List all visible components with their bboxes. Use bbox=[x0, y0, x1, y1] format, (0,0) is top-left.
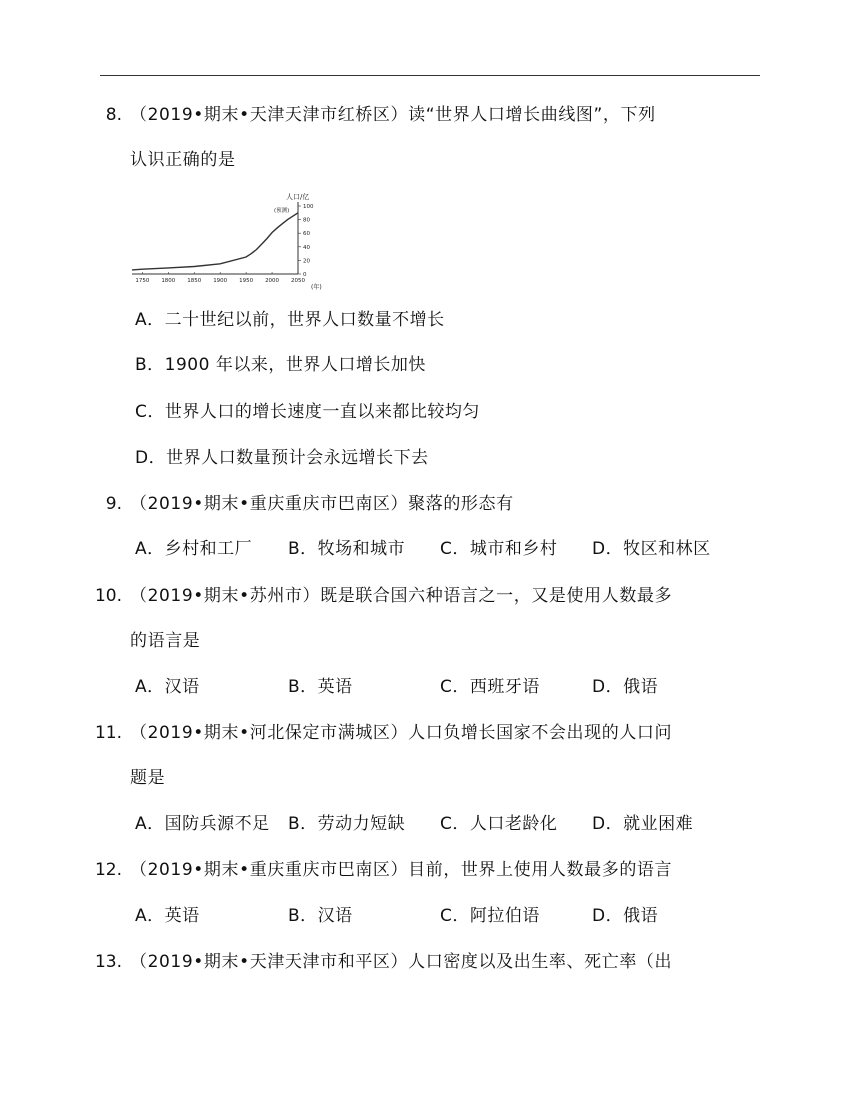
question-11-option-b: B．劳动力短缺 bbox=[288, 814, 406, 834]
x-tick-label: 1900 bbox=[213, 278, 228, 284]
question-11-option-c: C．人口老龄化 bbox=[440, 814, 558, 834]
x-tick-label: 2050 bbox=[291, 278, 305, 284]
question-12-option-c: C．阿拉伯语 bbox=[440, 906, 540, 926]
question-10-option-a: A．汉语 bbox=[135, 677, 200, 697]
chart-xlabel: (年) bbox=[311, 284, 322, 290]
population-series-line bbox=[132, 213, 298, 270]
chart-ticks bbox=[135, 204, 314, 284]
question-10-stem-line2: 的语言是 bbox=[130, 631, 201, 651]
x-tick-label: 1850 bbox=[187, 278, 202, 284]
question-9-number: 9. bbox=[105, 494, 122, 514]
question-9-stem-line1: （2019•期末•重庆重庆市巴南区）聚落的形态有 bbox=[130, 494, 514, 514]
x-tick-label: 1800 bbox=[161, 278, 176, 284]
question-8-option-c: C．世界人口的增长速度一直以来都比较均匀 bbox=[135, 402, 480, 422]
question-11-option-a: A．国防兵源不足 bbox=[135, 814, 270, 834]
question-8-option-b: B．1900 年以来，世界人口增长加快 bbox=[135, 355, 426, 375]
question-10-option-b: B．英语 bbox=[288, 677, 353, 697]
question-13-number: 13. bbox=[94, 952, 122, 972]
question-11-stem-line2: 题是 bbox=[130, 768, 166, 788]
question-10-option-d: D．俄语 bbox=[592, 677, 659, 697]
question-9-option-b: B．牧场和城市 bbox=[288, 539, 406, 559]
question-12-option-a: A．英语 bbox=[135, 906, 200, 926]
question-11-option-d: D．就业困难 bbox=[592, 814, 694, 834]
question-10-number: 10. bbox=[94, 586, 122, 606]
population-growth-chart bbox=[128, 190, 328, 290]
x-tick-label: 1750 bbox=[135, 278, 150, 284]
question-8-stem-line1: （2019•期末•天津天津市红桥区）读“世界人口增长曲线图”，下列 bbox=[130, 105, 656, 125]
question-8-number: 8. bbox=[105, 105, 122, 125]
y-tick-label: 20 bbox=[303, 258, 310, 265]
question-9-option-d: D．牧区和林区 bbox=[592, 539, 711, 559]
x-tick-label: 2000 bbox=[265, 278, 280, 284]
question-12-stem-line1: （2019•期末•重庆重庆市巴南区）目前，世界上使用人数最多的语言 bbox=[130, 860, 673, 880]
question-9-option-c: C．城市和乡村 bbox=[440, 539, 558, 559]
chart-annotation: (预测) bbox=[274, 208, 290, 214]
question-10-option-c: C．西班牙语 bbox=[440, 677, 540, 697]
question-12-option-d: D．俄语 bbox=[592, 906, 659, 926]
y-tick-label: 100 bbox=[303, 204, 314, 210]
question-8-option-d: D．世界人口数量预计会永远增长下去 bbox=[135, 448, 429, 468]
y-tick-label: 60 bbox=[303, 231, 310, 238]
chart-ylabel: 人口/亿 bbox=[286, 193, 310, 201]
header-rule bbox=[100, 75, 760, 76]
question-8-option-a: A．二十世纪以前，世界人口数量不增长 bbox=[135, 310, 445, 330]
question-8-stem-line2: 认识正确的是 bbox=[130, 150, 236, 170]
y-tick-label: 40 bbox=[303, 244, 310, 251]
question-12-option-b: B．汉语 bbox=[288, 906, 353, 926]
x-tick-label: 1950 bbox=[239, 278, 254, 284]
y-tick-label: 0 bbox=[303, 272, 307, 278]
question-10-stem-line1: （2019•期末•苏州市）既是联合国六种语言之一，又是使用人数最多 bbox=[130, 586, 673, 606]
y-tick-label: 80 bbox=[303, 217, 310, 224]
question-11-stem-line1: （2019•期末•河北保定市满城区）人口负增长国家不会出现的人口问 bbox=[130, 723, 673, 743]
question-9-option-a: A．乡村和工厂 bbox=[135, 539, 253, 559]
question-12-number: 12. bbox=[94, 860, 122, 880]
question-13-stem-line1: （2019•期末•天津天津市和平区）人口密度以及出生率、死亡率（出 bbox=[130, 952, 673, 972]
question-11-number: 11. bbox=[94, 723, 122, 743]
